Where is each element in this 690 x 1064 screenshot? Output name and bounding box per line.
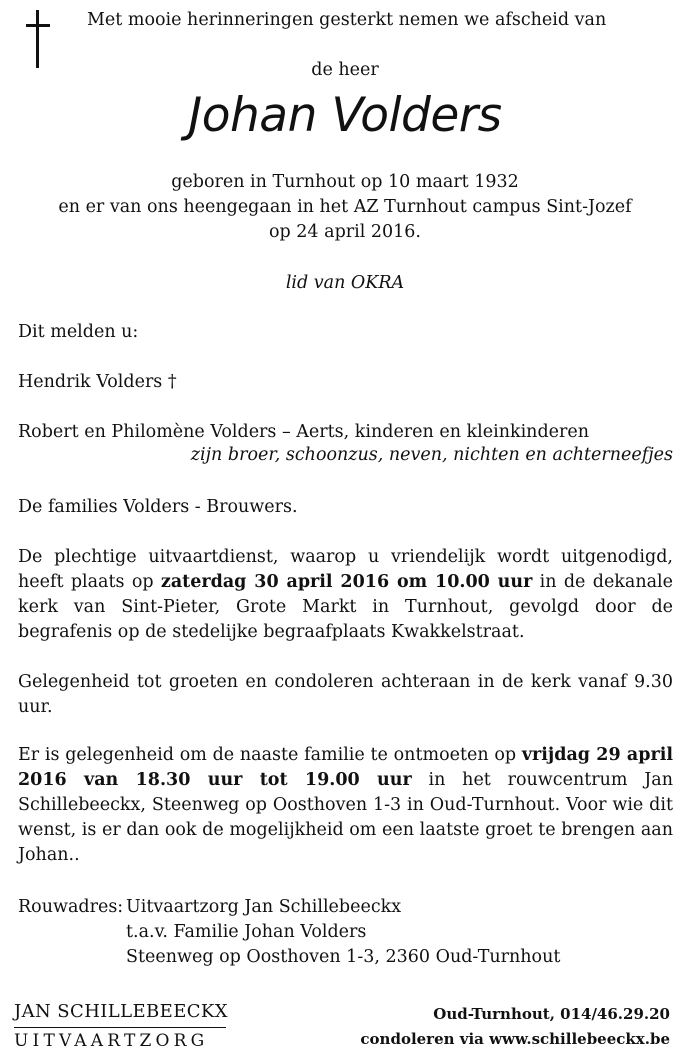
condolence-paragraph: Gelegenheid tot groeten en condoleren achteraan in de kerk vanaf 9.30 uur.	[18, 672, 673, 717]
birth-line-3: op 24 april 2016.	[269, 222, 421, 242]
announcer-1: Hendrik Volders †	[18, 372, 177, 392]
address-line-3: Steenweg op Oosthoven 1-3, 2360 Oud-Turnhout	[126, 947, 561, 967]
address-label: Rouwadres:	[18, 897, 124, 917]
membership: lid van OKRA	[285, 273, 405, 293]
meeting-paragraph: Er is gelegenheid om de naaste familie te ontmoeten op vrijdag 29 april 2016 van 18.30 uur tot 19.00 uur in het rouwcentrum Jan Schillebeeckx, Steenweg op Oosthoven 1-3 in Oud-Turnhout. Voor wie dit wenst, is er dan ook de mogelijkheid om een laatste groet te brengen aan Johan..	[18, 745, 674, 865]
meeting-datetime: vrijdag 29 april 2016 van 18.30 uur tot 19.00 uur	[18, 745, 674, 790]
announcer-2: Robert en Philomène Volders – Aerts, kinderen en kleinkinderen	[18, 422, 590, 442]
funeral-home-logo-name: JAN SCHILLEBEECKX	[14, 1001, 228, 1022]
address-line-1: Uitvaartzorg Jan Schillebeeckx	[126, 897, 402, 917]
intro-text: Met mooie herinneringen gesterkt nemen we afscheid van	[87, 10, 607, 30]
relatives-line: zijn broer, schoonzus, neven, nichten en achterneefjes	[190, 445, 673, 465]
families-line: De families Volders - Brouwers.	[18, 497, 298, 517]
deceased-name: Johan Volders	[188, 88, 502, 143]
birth-line-1: geboren in Turnhout op 10 maart 1932	[171, 172, 519, 192]
title-prefix: de heer	[311, 60, 379, 80]
birth-line-2: en er van ons heengegaan in het AZ Turnhout campus Sint-Jozef	[58, 197, 632, 217]
logo-divider	[14, 1027, 226, 1028]
footer-phone: Oud-Turnhout, 014/46.29.20	[433, 1005, 670, 1023]
footer-website: condoleren via www.schillebeeckx.be	[360, 1030, 670, 1048]
service-datetime: zaterdag 30 april 2016 om 10.00 uur	[160, 572, 533, 592]
announcers-intro: Dit melden u:	[18, 322, 139, 342]
funeral-home-logo-subtitle: UITVAARTZORG	[14, 1031, 209, 1051]
address-line-2: t.a.v. Familie Johan Volders	[126, 922, 367, 942]
service-paragraph: De plechtige uitvaartdienst, waarop u vriendelijk wordt uitgenodigd, heeft plaats op zaterdag 30 april 2016 om 10.00 uur in de dekanale kerk van Sint-Pieter, Grote Markt in Turnhout, gevolgd door de begrafenis op de stedelijke begraafplaats Kwakkelstraat.	[18, 547, 673, 642]
